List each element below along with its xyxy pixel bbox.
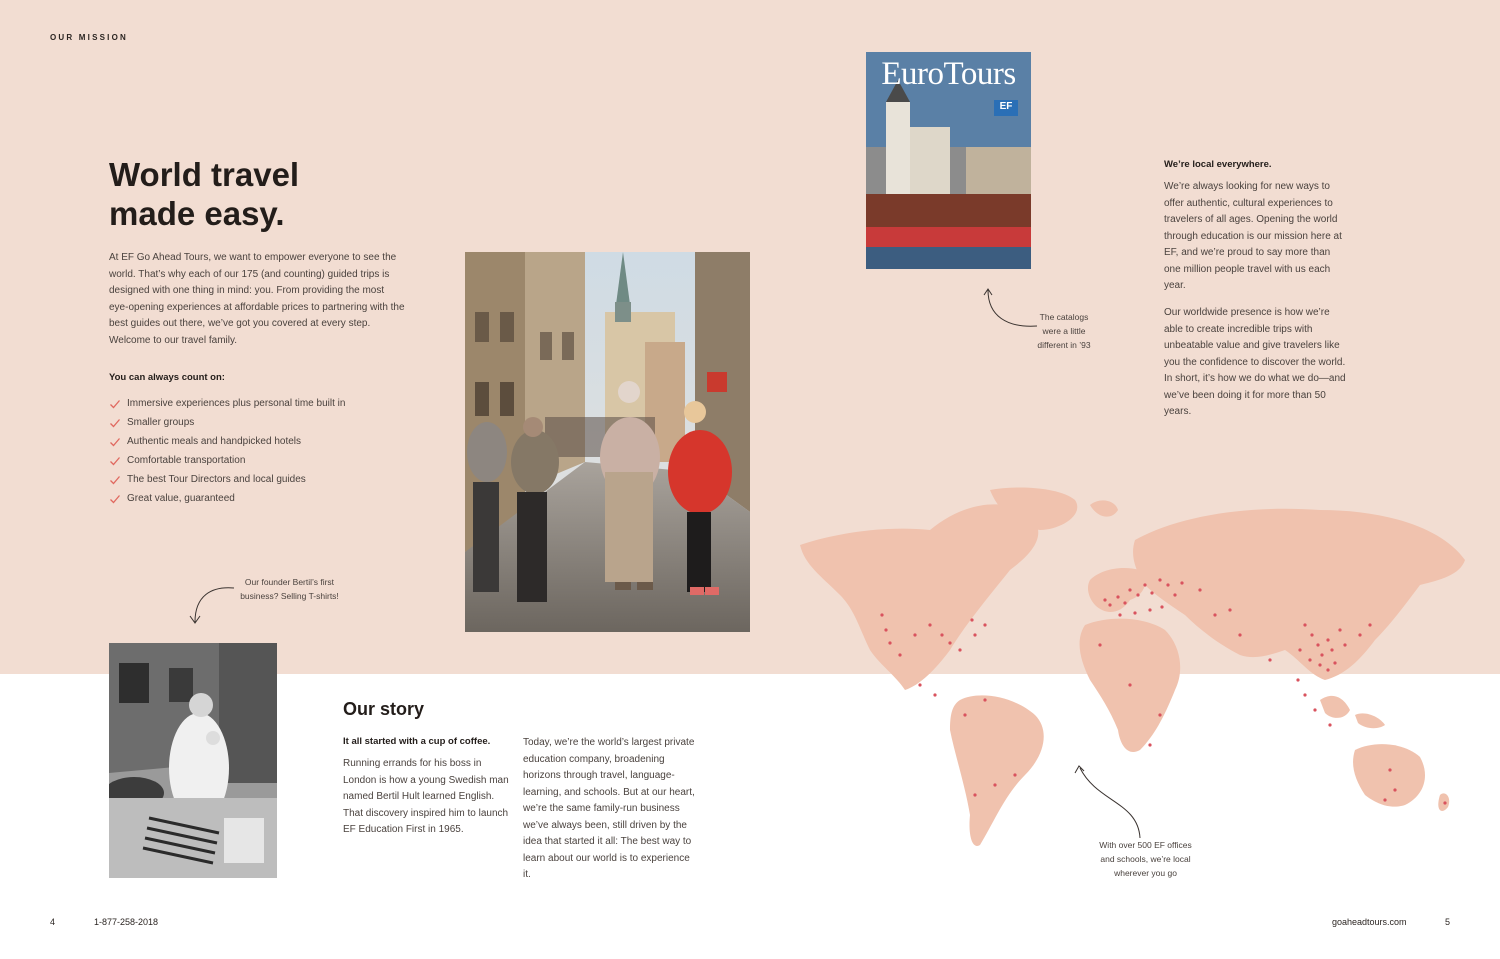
note-line: The catalogs bbox=[1039, 312, 1089, 322]
curved-arrow-icon bbox=[1072, 762, 1147, 842]
list-item bbox=[109, 489, 409, 508]
title-line-2: made easy. bbox=[109, 195, 285, 232]
section-label: OUR MISSION bbox=[50, 33, 128, 42]
list-item-label: Comfortable transportation bbox=[127, 455, 246, 466]
list-item-label: Authentic meals and handpicked hotels bbox=[127, 436, 302, 447]
catalog-cover bbox=[866, 52, 1031, 269]
check-icon bbox=[109, 493, 121, 505]
intro-paragraph: At EF Go Ahead Tours, we want to empower everyone to see the world. That’s why each of our 175 (and counting) guided trips is designed with one thing in mind: you. From providing the most eye-opening experiences at affordable prices to partnering with the best guides out there, we’ve got you covered at every step. Welcome to our travel family. bbox=[109, 252, 405, 346]
note-line: different in ’93 bbox=[1037, 340, 1091, 350]
list-item-label: The best Tour Directors and local guides bbox=[127, 474, 306, 485]
catalog-title: EuroTours bbox=[881, 56, 1016, 92]
list-item-label: Immersive experiences plus personal time built in bbox=[127, 398, 346, 409]
local-paragraph-2: Our worldwide presence is how we’re able to create incredible trips with unbeatable value and give travelers like you the confidence to discover the world. In short, it’s how we do what we do—and we’ve been doing it for more than 50 years. bbox=[1164, 307, 1346, 417]
note-line: and schools, we’re local bbox=[1100, 854, 1191, 864]
founder-note bbox=[232, 575, 347, 603]
local-paragraph-1: We’re always looking for new ways to offer authentic, cultural experiences to travelers of all ages. Opening the world through education is our mission here at EF, and we’re proud to say more than one million people travel with us each year. bbox=[1164, 181, 1342, 291]
note-line: business? Selling T-shirts! bbox=[240, 591, 339, 601]
page-title bbox=[109, 155, 409, 233]
story-subtitle: It all started with a cup of coffee. bbox=[343, 736, 491, 747]
map-note bbox=[1088, 838, 1203, 880]
founder-photo bbox=[109, 643, 277, 878]
list-item bbox=[109, 451, 409, 470]
check-icon bbox=[109, 398, 121, 410]
note-line: With over 500 EF offices bbox=[1099, 840, 1192, 850]
note-line: wherever you go bbox=[1114, 868, 1177, 878]
page-number-left: 4 bbox=[50, 917, 56, 927]
count-on-list bbox=[109, 394, 409, 508]
check-icon bbox=[109, 417, 121, 429]
list-item bbox=[109, 470, 409, 489]
catalog-badge: EF bbox=[999, 101, 1013, 112]
story-paragraph-1: Running errands for his boss in London is how a young Swedish man named Bertil Hult learned English. That discovery inspired him to launch EF Education First in 1965. bbox=[343, 758, 509, 835]
check-icon bbox=[109, 474, 121, 486]
local-title: We’re local everywhere. bbox=[1164, 159, 1272, 170]
catalog-note bbox=[1024, 310, 1104, 352]
story-paragraph-2: Today, we’re the world’s largest private education company, broadening horizons through travel, language-learning, and schools. But at our heart, we’re the same family-run business we’ve always been, still driven by the idea that started it all: The best way to learn about our world is to experience it. bbox=[523, 737, 695, 880]
street-photo bbox=[465, 252, 750, 632]
check-icon bbox=[109, 455, 121, 467]
title-line-1: World travel bbox=[109, 156, 300, 193]
story-title: Our story bbox=[343, 699, 425, 719]
website-link[interactable]: goaheadtours.com bbox=[1332, 917, 1407, 927]
check-icon bbox=[109, 436, 121, 448]
list-item bbox=[109, 413, 409, 432]
list-item-label: Smaller groups bbox=[127, 417, 195, 428]
list-item bbox=[109, 394, 409, 413]
count-on-title: You can always count on: bbox=[109, 372, 225, 383]
list-item bbox=[109, 432, 409, 451]
phone-number[interactable]: 1-877-258-2018 bbox=[94, 917, 159, 927]
note-line: Our founder Bertil’s first bbox=[244, 577, 335, 587]
note-line: were a little bbox=[1042, 326, 1086, 336]
page-number-right: 5 bbox=[1445, 917, 1451, 927]
curved-arrow-icon bbox=[186, 584, 236, 626]
list-item-label: Great value, guaranteed bbox=[127, 493, 235, 504]
